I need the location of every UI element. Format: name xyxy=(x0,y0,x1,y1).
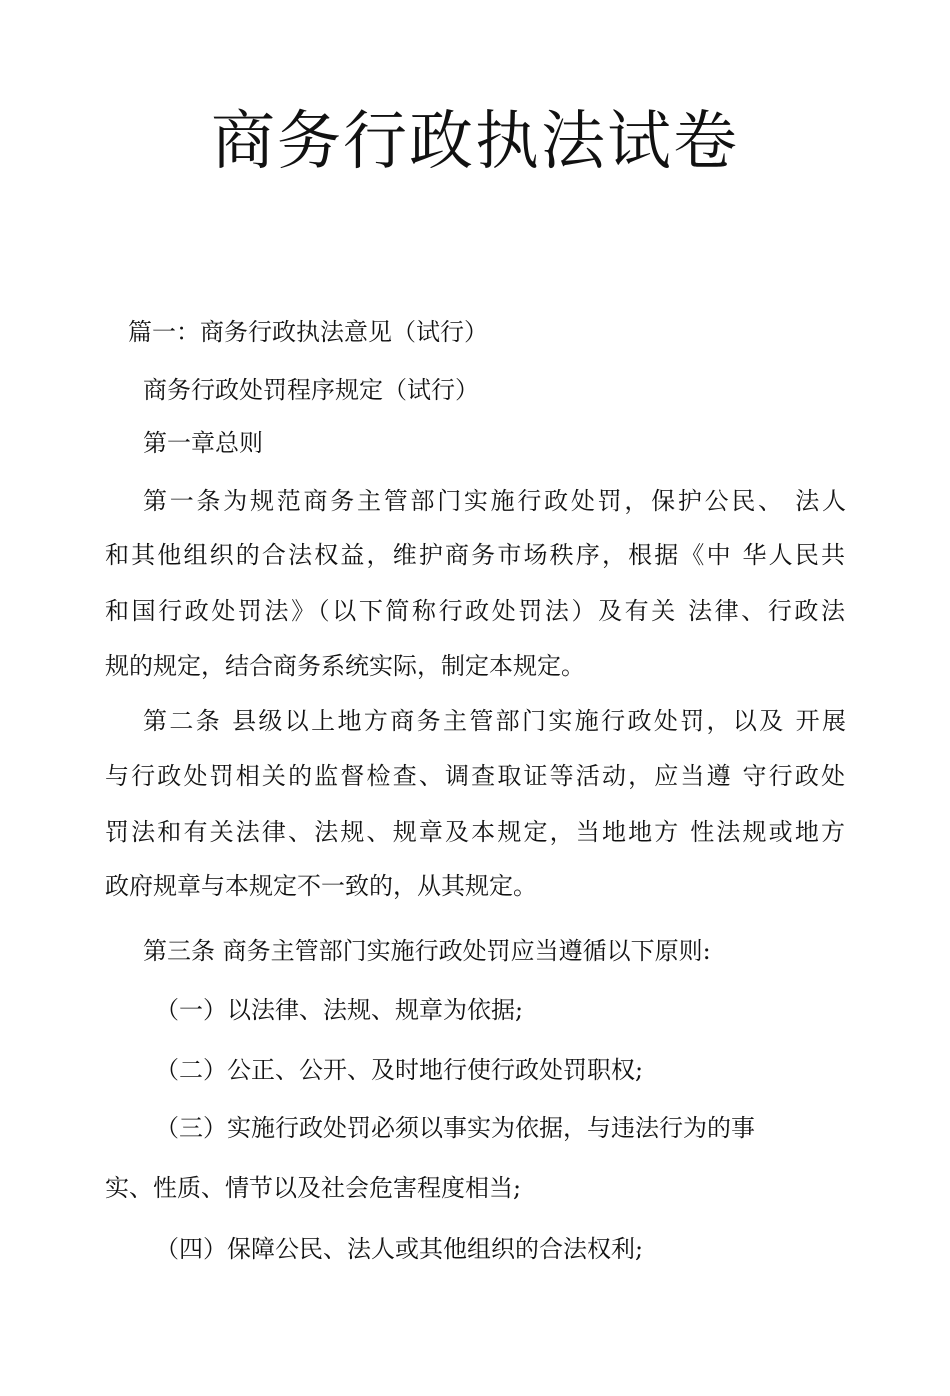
chapter-heading: 第一章总则 xyxy=(143,429,263,457)
principle-4: （四）保障公民、法人或其他组织的合法权利; xyxy=(155,1235,644,1263)
document-title: 商务行政执法试卷 xyxy=(211,105,739,179)
article-2-line-1: 第二条 县级以上地方商务主管部门实施行政处罚，以及 开展 xyxy=(143,707,846,735)
section-heading: 篇一：商务行政执法意见（试行） xyxy=(128,318,488,346)
article-2-line-2: 与行政处罚相关的监督检查、调查取证等活动，应当遵 守行政处 xyxy=(105,762,845,790)
regulation-title: 商务行政处罚程序规定（试行） xyxy=(143,376,479,404)
article-3-line-1: 第三条 商务主管部门实施行政处罚应当遵循以下原则: xyxy=(143,937,711,965)
article-2-line-3: 罚法和有关法律、法规、规章及本规定，当地地方 性法规或地方 xyxy=(105,818,845,846)
article-1-line-4: 规的规定，结合商务系统实际，制定本规定。 xyxy=(105,652,585,680)
article-1-line-1: 第一条为规范商务主管部门实施行政处罚，保护公民、 法人 xyxy=(143,487,846,515)
article-1-line-2: 和其他组织的合法权益，维护商务市场秩序，根据《中 华人民共 xyxy=(105,541,845,569)
principle-3-line-1: （三）实施行政处罚必须以事实为依据，与违法行为的事 xyxy=(155,1114,755,1142)
principle-2: （二）公正、公开、及时地行使行政处罚职权; xyxy=(155,1056,644,1084)
article-2-line-4: 政府规章与本规定不一致的，从其规定。 xyxy=(105,872,537,900)
principle-1: （一）以法律、法规、规章为依据; xyxy=(155,996,524,1024)
principle-3-line-2: 实、性质、情节以及社会危害程度相当; xyxy=(105,1174,522,1202)
article-1-line-3: 和国行政处罚法》（以下简称行政处罚法）及有关 法律、行政法 xyxy=(105,597,845,625)
